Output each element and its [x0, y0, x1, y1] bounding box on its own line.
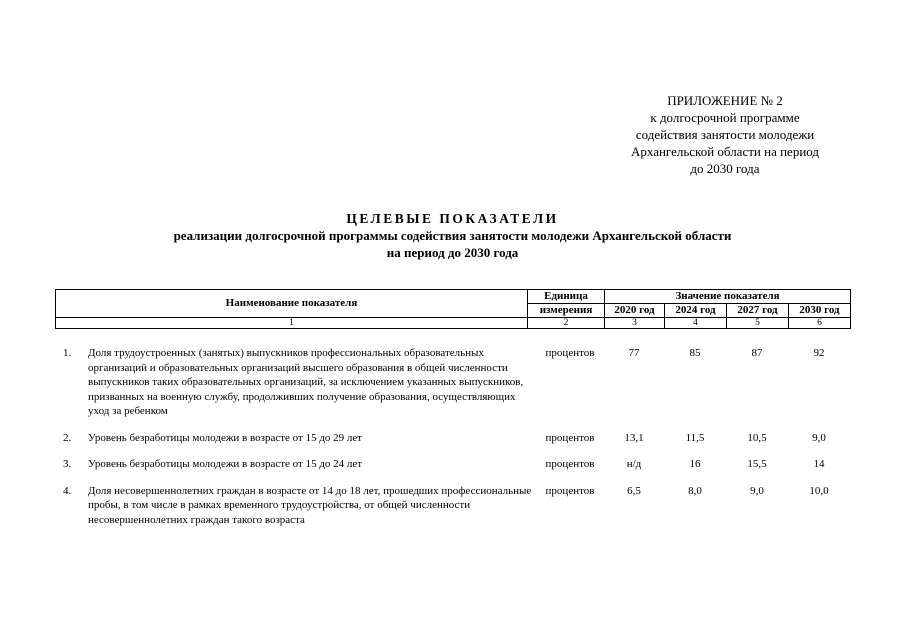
row-value-2024: 8,0 — [688, 484, 702, 497]
row-value-2030: 92 — [813, 347, 825, 359]
column-number: 2 — [528, 318, 605, 329]
row-value-2030: 10,0 — [809, 484, 829, 497]
header-name: Наименование показателя — [56, 290, 528, 318]
row-indicator-name: Доля несовершеннолетних граждан в возрасте от 14 до 18 лет, прошедших профессиональные пробы, в том числе в рамках временного трудоустройства, от общей численности несовершеннолетних граждан такого возраста — [88, 484, 532, 526]
row-indicator-name: Уровень безработицы молодежи в возрасте от 15 до 24 лет — [88, 458, 363, 470]
row-number: 3. — [63, 458, 72, 470]
row-unit: процентов — [545, 458, 595, 470]
annex-line: Архангельской области на период — [630, 144, 820, 159]
annex-line: к долгосрочной программе — [650, 110, 800, 125]
table-row — [55, 484, 850, 528]
row-number: 1. — [63, 347, 72, 359]
row-unit: процентов — [545, 484, 595, 497]
row-value-2024: 11,5 — [685, 431, 705, 444]
table-row — [55, 346, 850, 419]
row-unit: процентов — [545, 431, 595, 444]
annex-title: ПРИЛОЖЕНИЕ № 2 — [667, 93, 783, 108]
row-value-2030: 9,0 — [812, 431, 826, 444]
header-unit-line2: измерения — [528, 304, 605, 318]
row-number: 4. — [63, 484, 72, 497]
title-period: на период до 2030 года — [386, 245, 519, 260]
header-year: 2024 год — [665, 304, 727, 318]
row-value-2020: 13,1 — [624, 431, 644, 444]
title-subtitle: реализации долгосрочной программы содействия занятости молодежи Архангельской области — [173, 228, 732, 243]
column-number: 5 — [727, 318, 789, 329]
row-unit: процентов — [545, 347, 595, 359]
row-value-2020: 6,5 — [627, 484, 641, 497]
column-number: 4 — [665, 318, 727, 329]
header-year: 2027 год — [727, 304, 789, 318]
row-value-2027: 9,0 — [750, 484, 764, 497]
row-value-2030: 14 — [813, 458, 825, 470]
annex-block — [600, 92, 850, 177]
row-value-2020: н/д — [626, 458, 642, 470]
indicators-table-body — [55, 346, 850, 539]
row-value-2027: 87 — [751, 347, 763, 359]
row-indicator-name: Доля трудоустроенных (занятых) выпускников профессиональных образовательных организаций и образовательных организаций высшего образования в общей численности выпускников таких образовательных организаций, за исключением указанных выпускников, призванных на военную службу, продолживших получение образования, осуществляющих уход за ребенком — [88, 347, 524, 417]
header-year: 2030 год — [789, 304, 851, 318]
table-row — [55, 431, 850, 446]
annex-line: до 2030 года — [690, 161, 760, 176]
annex-line: содействия занятости молодежи — [635, 127, 815, 142]
title-main: ЦЕЛЕВЫЕ ПОКАЗАТЕЛИ — [346, 211, 559, 226]
table-row — [55, 457, 850, 472]
header-unit-line1: Единица — [528, 290, 605, 304]
row-number: 2. — [63, 431, 72, 444]
column-number: 1 — [56, 318, 528, 329]
row-value-2024: 85 — [689, 347, 701, 359]
row-value-2027: 15,5 — [747, 458, 767, 470]
header-year: 2020 год — [605, 304, 665, 318]
header-values-group: Значение показателя — [605, 290, 851, 304]
indicators-table-header — [55, 289, 851, 329]
row-value-2027: 10,5 — [747, 431, 767, 444]
column-number: 3 — [605, 318, 665, 329]
row-indicator-name: Уровень безработицы молодежи в возрасте от 15 до 29 лет — [88, 431, 363, 444]
row-value-2020: 77 — [628, 347, 640, 359]
document-title — [0, 210, 905, 261]
row-value-2024: 16 — [689, 458, 701, 470]
column-number: 6 — [789, 318, 851, 329]
